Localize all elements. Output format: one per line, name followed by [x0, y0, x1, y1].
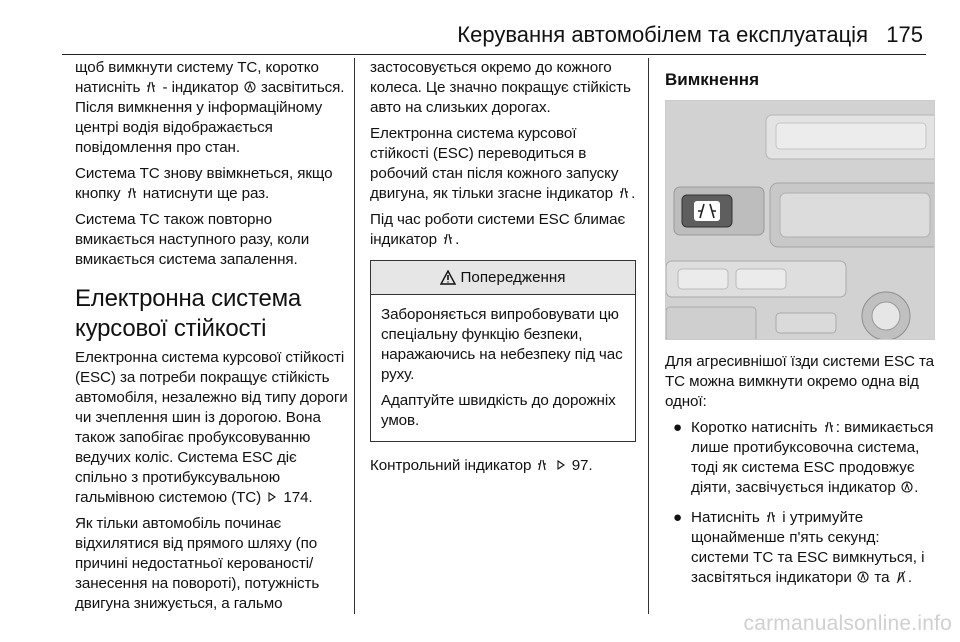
paragraph: Забороняється випробовувати цю спеціальну функцію безпеки, наражаючись на небезпеку під час руху.	[381, 306, 623, 383]
text: і утримуйте щонайменше п'ять секунд: системи ТС та ESC вимкнуться, і засвітяться індикатори	[691, 509, 925, 586]
column-2	[370, 58, 636, 482]
page-number: 175	[886, 22, 923, 47]
text: засвітиться. Після вимкнення у інформаційному центрі водія відображається повідомлення про стан.	[75, 79, 345, 156]
text: .	[631, 185, 636, 202]
header-rule	[62, 54, 926, 55]
page-header	[0, 0, 960, 60]
traction-control-icon	[145, 80, 157, 94]
page-reference-icon	[266, 490, 278, 504]
page-reference: 97.	[571, 457, 593, 474]
dashboard-button-photo	[665, 100, 935, 340]
traction-control-icon	[536, 458, 548, 472]
paragraph: Як тільки автомобіль починає відхилятися від прямого шляху (по причині недостатньої керованості/ занесення на повороті), потужність двигуна знижується, а гальмо	[75, 515, 320, 612]
text: Електронна система курсової стійкості (ESC) переводиться в робочий стан після кожного запуску двигуна, як тільки згасне індикатор	[370, 125, 619, 202]
page-reference: 174.	[283, 489, 313, 506]
text: Під час роботи системи ESC блимає індикатор	[370, 211, 626, 248]
warning-body	[371, 295, 635, 441]
bullet: ●	[673, 419, 683, 436]
warning-title: Попередження	[460, 269, 566, 286]
bullet-list	[665, 418, 935, 588]
warning-triangle-icon	[440, 270, 456, 285]
text: Система ТС знову ввімкнеться, якщо кнопку	[75, 165, 333, 202]
paragraph	[370, 210, 636, 250]
running-header-title: Керування автомобілем та експлуатація	[457, 22, 868, 47]
tc-off-icon	[901, 480, 913, 494]
console-illustration	[666, 101, 935, 340]
paragraph	[75, 164, 350, 204]
traction-control-icon	[765, 510, 777, 524]
list-item	[673, 508, 935, 588]
text: .	[914, 479, 919, 496]
paragraph	[75, 348, 350, 508]
tc-off-icon	[857, 570, 869, 584]
column-1	[75, 58, 350, 620]
traction-control-icon	[442, 232, 454, 246]
subsection-heading: Вимкнення	[665, 70, 759, 89]
warning-header	[371, 261, 635, 295]
text: Електронна система курсової стійкості (ESC) за потреби покращує стійкість автомобіля, незалежно від типу дороги чи зчеплення шин із дорогою. Вона також запобігає пробуксовуванню ведучих коліс. Система ESC діє спільно з протибуксувальною гальмівною системою (ТС)	[75, 349, 348, 506]
paragraph	[370, 456, 636, 476]
paragraph: Адаптуйте швидкість до дорожніх умов.	[381, 392, 616, 429]
text: : вимикається лише протибуксовочна система, тоді як система ESC продовжує діяти, засвічується індикатор	[691, 419, 934, 496]
tc-off-icon	[244, 80, 256, 94]
traction-control-icon	[823, 420, 835, 434]
paragraph	[370, 124, 636, 204]
watermark: carmanualsonline.info	[743, 612, 952, 635]
warning-box	[370, 260, 636, 442]
text: .	[455, 231, 460, 248]
text: Коротко натисніть	[691, 419, 818, 436]
column-3	[665, 58, 935, 598]
text: Контрольний індикатор	[370, 457, 532, 474]
text: натиснути ще раз.	[142, 185, 270, 202]
text: .	[907, 569, 913, 586]
column-divider-2	[648, 58, 649, 614]
paragraph: Система ТС також повторно вмикається наступного разу, коли вмикається система запалення.	[75, 211, 310, 268]
traction-control-icon	[618, 186, 630, 200]
paragraph: Для агресивнішої їзди системи ESC та ТС можна вимкнути окремо одна від одної:	[665, 353, 934, 410]
bullet: ●	[673, 509, 683, 526]
section-title: Електронна система курсової стійкості	[75, 285, 302, 342]
text: Натисніть	[691, 509, 760, 526]
traction-control-icon	[126, 186, 138, 200]
esc-off-icon	[895, 570, 907, 584]
text: та	[874, 569, 890, 586]
page-reference-icon	[555, 458, 567, 472]
list-item	[673, 418, 935, 498]
text: щоб вимкнути систему ТС, коротко натисніть	[75, 59, 319, 96]
text: - індикатор	[162, 79, 239, 96]
column-divider-1	[354, 58, 355, 614]
paragraph: застосовується окремо до кожного колеса. Це значно покращує стійкість авто на слизьких дорогах.	[370, 59, 631, 116]
paragraph	[75, 58, 350, 158]
